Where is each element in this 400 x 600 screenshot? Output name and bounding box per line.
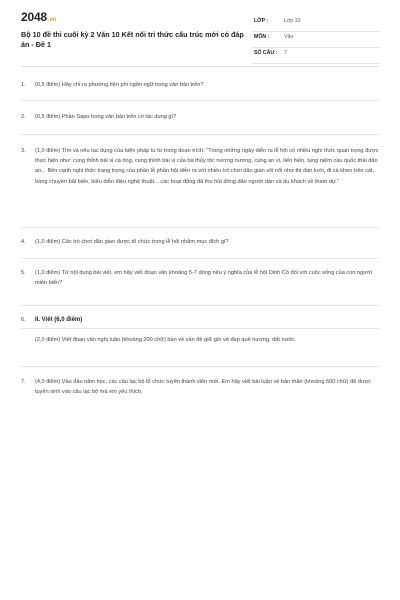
logo-tld: .vn (47, 17, 56, 23)
meta-table (252, 16, 380, 64)
question-text: (4,0 điểm) Vào đầu năm học, các câu lạc bộ tổ chức tuyển thành viên mới. Em hãy viết bài luận về bản thân (khoảng 600 chữ) để được tuyển sinh vào câu lạc bộ mà em yêu thích. (35, 379, 372, 396)
question-divider (21, 134, 379, 135)
meta-key: LỚP : (254, 18, 269, 24)
question-number: 6. (21, 317, 26, 323)
document-title: Bộ 10 đề thi cuối kỳ 2 Văn 10 Kết nối tri thức cấu trúc mới có đáp án - Đề 1 (21, 30, 244, 49)
section-title: II. Viết (6,0 điểm) (35, 317, 83, 323)
question-number: 7. (21, 379, 26, 385)
meta-value: 7 (284, 50, 287, 56)
question-3 (21, 146, 381, 187)
meta-row-class (252, 16, 380, 32)
question-number: 1. (21, 82, 26, 88)
meta-value: Văn (284, 34, 294, 40)
question-number: 5. (21, 270, 26, 276)
question-divider (21, 305, 379, 306)
question-1 (21, 80, 381, 90)
site-logo[interactable] (21, 10, 56, 24)
meta-key: MÔN : (254, 34, 270, 40)
question-4 (21, 237, 381, 247)
question-number: 3. (21, 148, 26, 154)
question-7 (21, 377, 381, 397)
meta-key: SỐ CÂU : (254, 50, 278, 56)
section-divider (21, 328, 379, 329)
question-text: (2,0 điểm) Viết đoạn văn nghị luận (khoảng 200 chữ) bàn về vấn đề giữ gìn vẻ đẹp quê hương, đất nước. (35, 337, 297, 343)
question-divider (21, 366, 379, 367)
question-divider (21, 100, 379, 101)
question-number: 2. (21, 114, 26, 120)
section-heading (21, 315, 381, 325)
meta-row-count (252, 48, 380, 64)
question-number: 4. (21, 239, 26, 245)
meta-value: Lớp 10 (284, 18, 301, 24)
question-divider (21, 258, 379, 259)
question-text: (1,0 điểm) Tìm và nêu tác dụng của biện pháp tu từ trong đoạn trích: "Trong những ngày diễn ra lễ hội có nhiều nghi thức quan trọng được thực hiện như: cung thỉnh bài vị cá ông, cung thỉnh bài vị của bà thủy tộc nương nương, cúng an vị, tiến hiến, tụng niệm cầu quốc thái dân an... Bên cạnh nghi thức trang trọng của phần lễ phần hội diễn ra với nhiều trò chơi dân gian sôi nổi như thi đan lưới, đi cà kheo trên cát, bóng chuyền bãi biển, biểu diễn điệu nghệ thuật... các hoạt động đã thu hút đông đảo người dân và du khách về tham dự." (35, 148, 379, 185)
question-text: (0,5 điểm) Phần Sapo trong văn bản trên có tác dụng gì? (35, 114, 177, 120)
question-text: (1,0 điểm) Từ nội dung bài viết, em hãy viết đoạn văn khoảng 5-7 dòng nêu ý nghĩa của lễ hội Dinh Cô đối với cuộc sống của con người miền biển? (35, 270, 372, 287)
question-5 (21, 268, 381, 288)
question-text: (1,0 điểm) Các trò chơi dân gian được tổ chức trong lễ hội nhằm mục đích gì? (35, 239, 229, 245)
question-divider (21, 227, 379, 228)
header-divider (21, 66, 379, 67)
question-2 (21, 112, 381, 122)
logo-text: 2048 (21, 10, 47, 24)
question-text: (0,5 điểm) Hãy chỉ ra phương tiện phi ngôn ngữ trong văn bản trên? (35, 82, 204, 88)
question-6-body (21, 335, 381, 345)
meta-row-subject (252, 32, 380, 48)
